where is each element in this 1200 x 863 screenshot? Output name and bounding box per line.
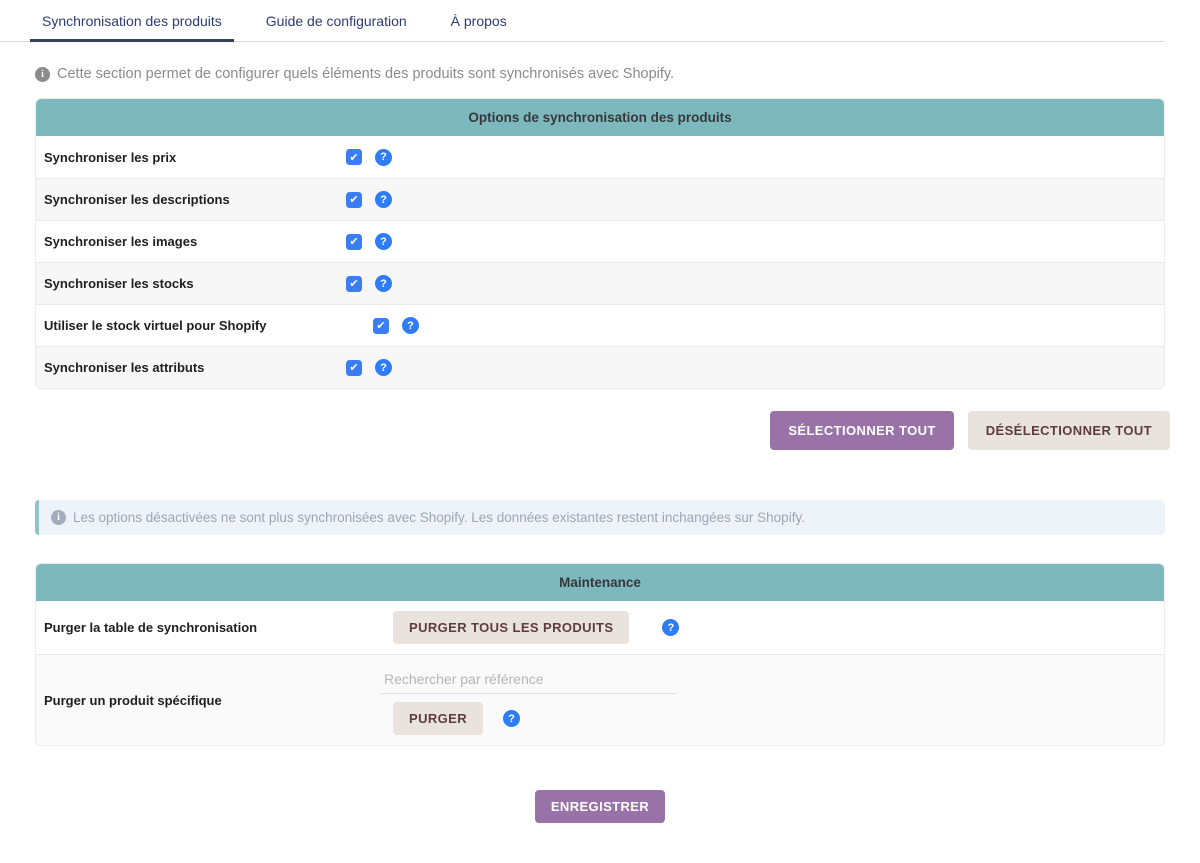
warning-note-text: Les options désactivées ne sont plus synchronisées avec Shopify. Les données existantes restent inchangées sur Shopify. xyxy=(73,510,805,525)
help-icon[interactable] xyxy=(375,233,392,250)
row-label: Utiliser le stock virtuel pour Shopify xyxy=(44,318,267,333)
table-row xyxy=(36,262,1164,304)
row-label: Purger un produit spécifique xyxy=(44,692,222,708)
row-label: Synchroniser les prix xyxy=(44,149,177,165)
maintenance-table xyxy=(35,563,1165,746)
checkbox-sync-stocks[interactable] xyxy=(346,276,362,292)
table-row xyxy=(36,304,1164,346)
checkbox-sync-prix[interactable] xyxy=(346,149,362,165)
tab-bar xyxy=(0,0,1165,42)
purge-button[interactable]: PURGER xyxy=(393,702,483,735)
deselect-all-button[interactable]: DÉSÉLECTIONNER TOUT xyxy=(968,411,1170,450)
help-icon[interactable] xyxy=(375,149,392,166)
maintenance-table-title: Maintenance xyxy=(36,564,1164,601)
row-label: Synchroniser les attributs xyxy=(44,360,205,375)
table-row-purge-all xyxy=(36,601,1164,654)
table-row xyxy=(36,346,1164,388)
sync-options-table-title: Options de synchronisation des produits xyxy=(36,99,1164,136)
checkbox-stock-virtuel[interactable] xyxy=(373,318,389,334)
info-icon xyxy=(35,67,50,82)
select-all-button[interactable]: SÉLECTIONNER TOUT xyxy=(770,411,953,450)
checkbox-sync-descriptions[interactable] xyxy=(346,192,362,208)
row-label: Synchroniser les images xyxy=(44,234,198,249)
tab-synchronisation-produits[interactable]: Synchronisation des produits xyxy=(30,9,234,42)
table-row xyxy=(36,220,1164,262)
reference-search-input[interactable] xyxy=(381,665,677,694)
help-icon[interactable] xyxy=(375,275,392,292)
table-row xyxy=(36,178,1164,220)
help-icon[interactable] xyxy=(375,359,392,376)
bulk-actions xyxy=(35,411,1170,450)
help-icon[interactable] xyxy=(503,710,520,727)
row-label: Synchroniser les descriptions xyxy=(44,192,230,207)
tab-a-propos[interactable]: À propos xyxy=(450,13,507,29)
row-label: Purger la table de synchronisation xyxy=(44,620,258,635)
intro-note-text: Cette section permet de configurer quels éléments des produits sont synchronisés avec Shopify. xyxy=(57,66,675,82)
help-icon[interactable] xyxy=(402,317,419,334)
warning-note xyxy=(35,500,1165,535)
checkbox-sync-attributs[interactable] xyxy=(346,360,362,376)
save-button[interactable]: ENREGISTRER xyxy=(535,790,665,823)
purge-product-form xyxy=(381,655,677,745)
row-label: Synchroniser les stocks xyxy=(44,276,194,291)
purge-all-products-button[interactable]: PURGER TOUS LES PRODUITS xyxy=(393,611,629,644)
help-icon[interactable] xyxy=(375,191,392,208)
checkbox-sync-images[interactable] xyxy=(346,234,362,250)
table-row xyxy=(36,136,1164,178)
intro-note xyxy=(35,66,1165,82)
sync-options-table xyxy=(35,98,1165,389)
help-icon[interactable] xyxy=(662,619,679,636)
table-row-purge-one xyxy=(36,654,1164,745)
info-icon xyxy=(51,510,66,525)
save-area xyxy=(0,790,1200,823)
tab-guide-configuration[interactable]: Guide de configuration xyxy=(265,13,407,29)
